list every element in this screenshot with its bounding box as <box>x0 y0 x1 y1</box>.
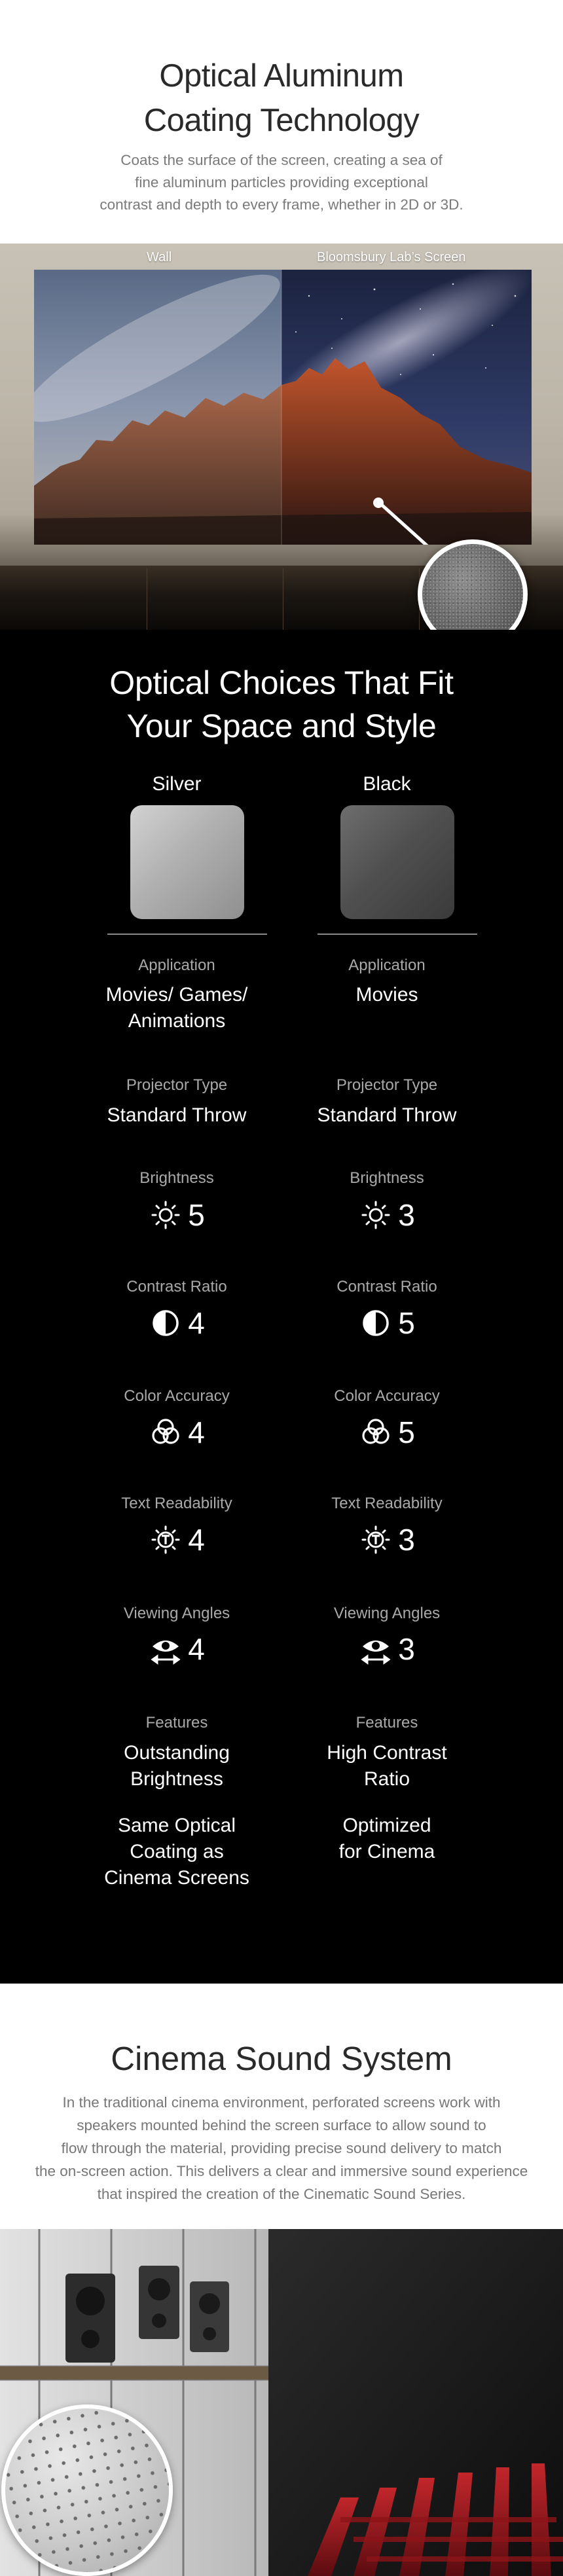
choices-title-line2: Your Space and Style <box>126 708 437 744</box>
black-text-value: 3 <box>398 1523 415 1557</box>
black-color-rating <box>289 1414 485 1451</box>
choices-title-line1: Optical Choices That Fit <box>109 664 454 701</box>
choices-title <box>0 661 563 748</box>
optical-choices-section <box>0 630 563 1984</box>
screen-comparison-image <box>0 244 563 630</box>
black-contrast-value: 5 <box>398 1306 415 1340</box>
black-color-label: Color Accuracy <box>334 1387 440 1405</box>
eye-arrows-icon <box>149 1632 183 1666</box>
silver-features-label: Features <box>145 1714 208 1732</box>
sound-description <box>0 2091 563 2205</box>
silver-brightness-rating <box>79 1197 275 1233</box>
sound-title: Cinema Sound System <box>111 2040 452 2077</box>
silver-feature2-line2: Coating as <box>130 1841 224 1862</box>
black-contrast-rating <box>289 1305 485 1341</box>
silver-projector-label: Projector Type <box>126 1076 228 1094</box>
aluminum-title <box>0 54 563 143</box>
silver-viewing-rating <box>79 1631 275 1667</box>
silver-viewing-label: Viewing Angles <box>123 1605 230 1622</box>
black-feature2-line1: Optimized <box>342 1815 431 1836</box>
sun-icon <box>359 1198 393 1232</box>
silver-name: Silver <box>152 773 202 795</box>
black-text-rating <box>289 1521 485 1558</box>
silver-contrast-rating <box>79 1305 275 1341</box>
sound-desc-line4: the on-screen action. This delivers a clear and immersive sound experience <box>35 2163 528 2179</box>
mountain-night-scene <box>34 270 532 545</box>
silver-text-label: Text Readability <box>121 1495 232 1512</box>
silver-viewing-value: 4 <box>188 1632 205 1666</box>
black-name: Black <box>363 773 411 795</box>
contrast-icon <box>149 1306 183 1340</box>
black-viewing-rating <box>289 1631 485 1667</box>
black-application-line1: Movies <box>355 984 418 1006</box>
aluminum-desc-line1: Coats the surface of the screen, creating a sea of <box>120 152 443 168</box>
sun-icon <box>149 1198 183 1232</box>
black-brightness-rating <box>289 1197 485 1233</box>
silver-color-value: 4 <box>188 1415 205 1449</box>
color-circles-icon <box>149 1415 183 1449</box>
black-application-label: Application <box>348 956 426 974</box>
eye-arrows-icon <box>359 1632 393 1666</box>
sound-desc-line2: speakers mounted behind the screen surface to allow sound to <box>77 2117 486 2133</box>
cinema-image <box>0 2229 563 2576</box>
black-color-value: 5 <box>398 1415 415 1449</box>
silver-feature1-line1: Outstanding <box>124 1742 230 1764</box>
aluminum-section-header <box>0 0 563 244</box>
aluminum-title-line1: Optical Aluminum <box>159 58 404 94</box>
cinema-sound-section <box>0 1984 563 2229</box>
black-feature1-line1: High Contrast <box>327 1742 447 1764</box>
silver-swatch <box>130 805 244 919</box>
text-readability-icon <box>149 1523 183 1557</box>
black-brightness-label: Brightness <box>350 1169 424 1187</box>
black-divider <box>318 934 477 935</box>
text-readability-icon <box>359 1523 393 1557</box>
black-viewing-value: 3 <box>398 1632 415 1666</box>
black-feature2-line2: for Cinema <box>338 1841 435 1862</box>
aluminum-description <box>0 149 563 216</box>
aluminum-desc-line3: contrast and depth to every frame, whether in 2D or 3D. <box>100 196 463 213</box>
black-projector-label: Projector Type <box>336 1076 438 1094</box>
silver-color-label: Color Accuracy <box>124 1387 230 1405</box>
color-circles-icon <box>359 1415 393 1449</box>
aluminum-title-line2: Coating Technology <box>143 103 420 138</box>
perforation-magnifier <box>1 2404 173 2576</box>
silver-color-rating <box>79 1414 275 1451</box>
silver-feature2-line3: Cinema Screens <box>104 1867 249 1889</box>
black-projector-value: Standard Throw <box>317 1104 457 1126</box>
contrast-icon <box>359 1306 393 1340</box>
black-text-label: Text Readability <box>331 1495 443 1512</box>
black-viewing-label: Viewing Angles <box>333 1605 441 1622</box>
silver-text-rating <box>79 1521 275 1558</box>
black-feature1-line2: Ratio <box>363 1768 410 1790</box>
aluminum-desc-line2: fine aluminum particles providing exceptional <box>135 174 428 190</box>
sound-desc-line5: that inspired the creation of the Cinematic Sound Series. <box>97 2186 466 2202</box>
silver-brightness-value: 5 <box>188 1198 205 1232</box>
black-contrast-label: Contrast Ratio <box>336 1278 437 1296</box>
silver-contrast-label: Contrast Ratio <box>126 1278 227 1296</box>
silver-brightness-label: Brightness <box>139 1169 214 1187</box>
silver-projector-value: Standard Throw <box>107 1104 247 1126</box>
silver-feature2-line1: Same Optical <box>117 1815 236 1836</box>
sound-desc-line1: In the traditional cinema environment, perforated screens work with <box>62 2094 501 2111</box>
silver-divider <box>107 934 267 935</box>
projection-screen <box>34 270 532 545</box>
silver-text-value: 4 <box>188 1523 205 1557</box>
silver-contrast-value: 4 <box>188 1306 205 1340</box>
black-swatch <box>340 805 454 919</box>
silver-feature1-line2: Brightness <box>130 1768 223 1790</box>
black-features-label: Features <box>355 1714 418 1732</box>
black-brightness-value: 3 <box>398 1198 415 1232</box>
screen-label: Bloomsbury Lab’s Screen <box>317 250 466 264</box>
sound-desc-line3: flow through the material, providing precise sound delivery to match <box>61 2140 502 2156</box>
silver-application-label: Application <box>138 956 215 974</box>
wall-label: Wall <box>147 250 172 264</box>
silver-application-line2: Animations <box>128 1010 226 1032</box>
silver-application-line1: Movies/ Games/ <box>105 984 248 1006</box>
